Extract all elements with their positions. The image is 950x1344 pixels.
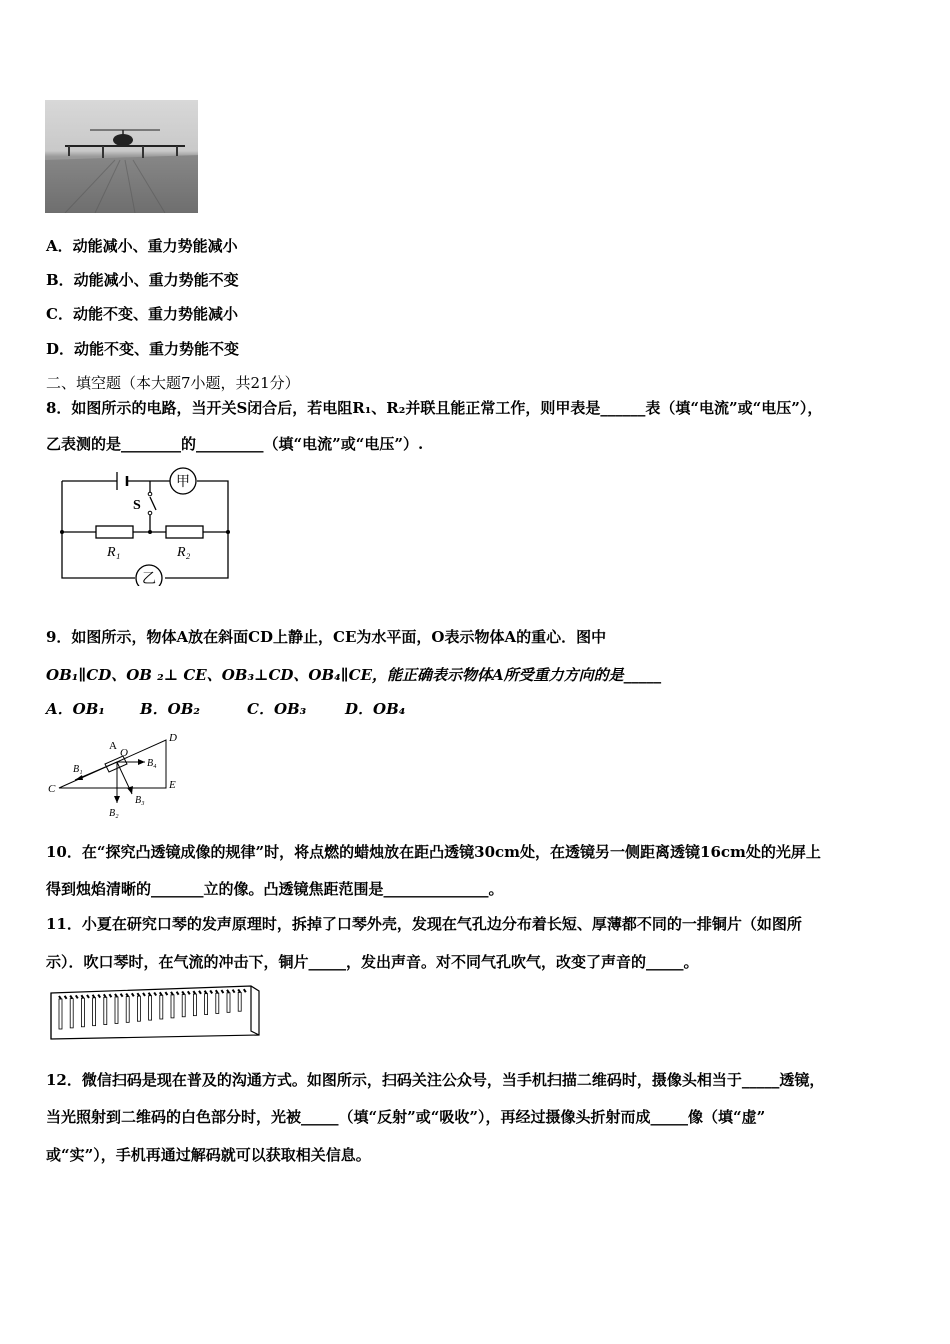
reed [227,993,230,1013]
q11-line2: 示）．吹口琴时，在气流的冲击下，铜片_____，发出声音。对不同气孔吹气，改变了声音的_____。 [46,953,699,971]
reed [115,997,118,1024]
label-b2: B₂ [109,808,119,819]
reed-tooth [98,995,100,998]
q9-option-c: C．OB₃ [247,700,307,718]
reed-tooth [126,994,128,997]
reed-tooth [87,995,89,998]
q7-option-b: B．动能减小、重力势能不变 [46,271,239,289]
q10-line2: 得到烛焰清晰的_______立的像。凸透镜焦距范围是______________。 [46,880,504,898]
drone-photo [45,100,198,213]
reed-tooth [149,993,151,996]
reed-tooth [205,991,207,994]
reed-tooth [154,993,156,996]
reed-tooth [193,991,195,994]
q8-line1: 8．如图所示的电路，当开关S闭合后，若电阻R₁、R₂并联且能正常工作，则甲表是______表（填“电流”或“电压”）， [46,399,823,417]
reed [149,996,152,1020]
reed-tooth [165,992,167,995]
reed-tooth [233,990,235,993]
reed [182,994,185,1016]
reed [104,997,107,1024]
reed-tooth [210,990,212,993]
reed-tooth [65,996,67,999]
reed-tooth [227,990,229,993]
q9-option-d: D．OB₄ [345,700,406,718]
reed-tooth [137,993,139,996]
reed-tooth [121,994,123,997]
q7-option-c: C．动能不变、重力势能减小 [46,305,238,323]
reed-tooth [221,990,223,993]
reed-tooth [244,989,246,992]
reed [193,994,196,1016]
reed-tooth [81,995,83,998]
harmonica-reed-diagram [45,983,265,1041]
reed [93,998,96,1026]
label-c: C [48,783,56,795]
reed-tooth [115,994,117,997]
reed [160,995,163,1019]
q7-option-d: D．动能不变、重力势能不变 [46,340,240,358]
q11-line1: 11．小夏在研究口琴的发声原理时，拆掉了口琴外壳，发现在气孔边分布着长短、厚薄都不同的一排铜片（如图所 [46,915,802,933]
reed [137,996,140,1021]
q10-line1: 10．在“探究凸透镜成像的规律”时，将点燃的蜡烛放在距凸透镜30cm处，在透镜另一侧距离透镜16cm处的光屏上 [46,843,821,861]
reed-tooth [171,992,173,995]
reed-tooth [76,995,78,998]
label-o: O [120,747,128,759]
reed-tooth [109,994,111,997]
reed [81,998,84,1027]
q12-line3: 或“实”），手机再通过解码就可以获取相关信息。 [46,1146,371,1164]
reed-tooth [188,991,190,994]
q9-option-a: A．OB₁ [46,700,105,718]
q9-line2: OB₁∥CD、OB ₂⊥ CE、OB₃⊥CD、OB₄∥CE，能正确表示物体A所受重力方向的是_____ [46,666,662,684]
meter-b-label: 乙 [142,572,156,586]
reed-tooth [238,989,240,992]
reed [205,994,208,1015]
r2-label: R₂ [177,545,191,560]
reed-tooth [59,996,61,999]
label-e: E [169,779,176,791]
q7-option-a: A．动能减小、重力势能减小 [46,237,238,255]
reed [59,999,62,1029]
q8-line2: 乙表测的是________的_________（填“电流”或“电压”）. [46,435,424,453]
label-a: A [109,740,117,752]
reed-tooth [143,993,145,996]
reed-tooth [160,992,162,995]
label-b1: B₁ [73,764,83,775]
reed-tooth [70,996,72,999]
reed-tooth [177,992,179,995]
q12-line1: 12．微信扫码是现在普及的沟通方式。如图所示，扫码关注公众号，当手机扫描二维码时，摄像头相当于_____透镜， [46,1071,825,1089]
reed-tooth [182,991,184,994]
reed-tooth [104,994,106,997]
q9-line1: 9．如图所示，物体A放在斜面CD上静止，CE为水平面，O表示物体A的重心．图中 [46,628,607,646]
q12-line2: 当光照射到二维码的白色部分时，光被_____（填“反射”或“吸收”），再经过摄像头折射而成_____像（填“虚” [46,1108,766,1126]
switch-label: S [133,498,141,513]
reed [238,992,241,1011]
reed [126,997,129,1023]
reed [216,993,219,1013]
q9-option-b: B．OB₂ [140,700,200,718]
label-d: D [169,732,177,744]
reed-tooth [216,990,218,993]
incline-diagram [45,730,190,825]
r1-label: R₁ [107,545,121,560]
reed-tooth [132,993,134,996]
section-title: 二、填空题（本大题7小题，共21分） [46,374,300,392]
circuit-diagram [55,466,235,586]
reed-tooth [93,995,95,998]
meter-a-label: 甲 [176,475,190,490]
label-b4: B₄ [147,758,157,769]
reed [171,995,174,1018]
label-b3: B₃ [135,795,145,806]
reed [70,999,73,1028]
reed-tooth [199,991,201,994]
